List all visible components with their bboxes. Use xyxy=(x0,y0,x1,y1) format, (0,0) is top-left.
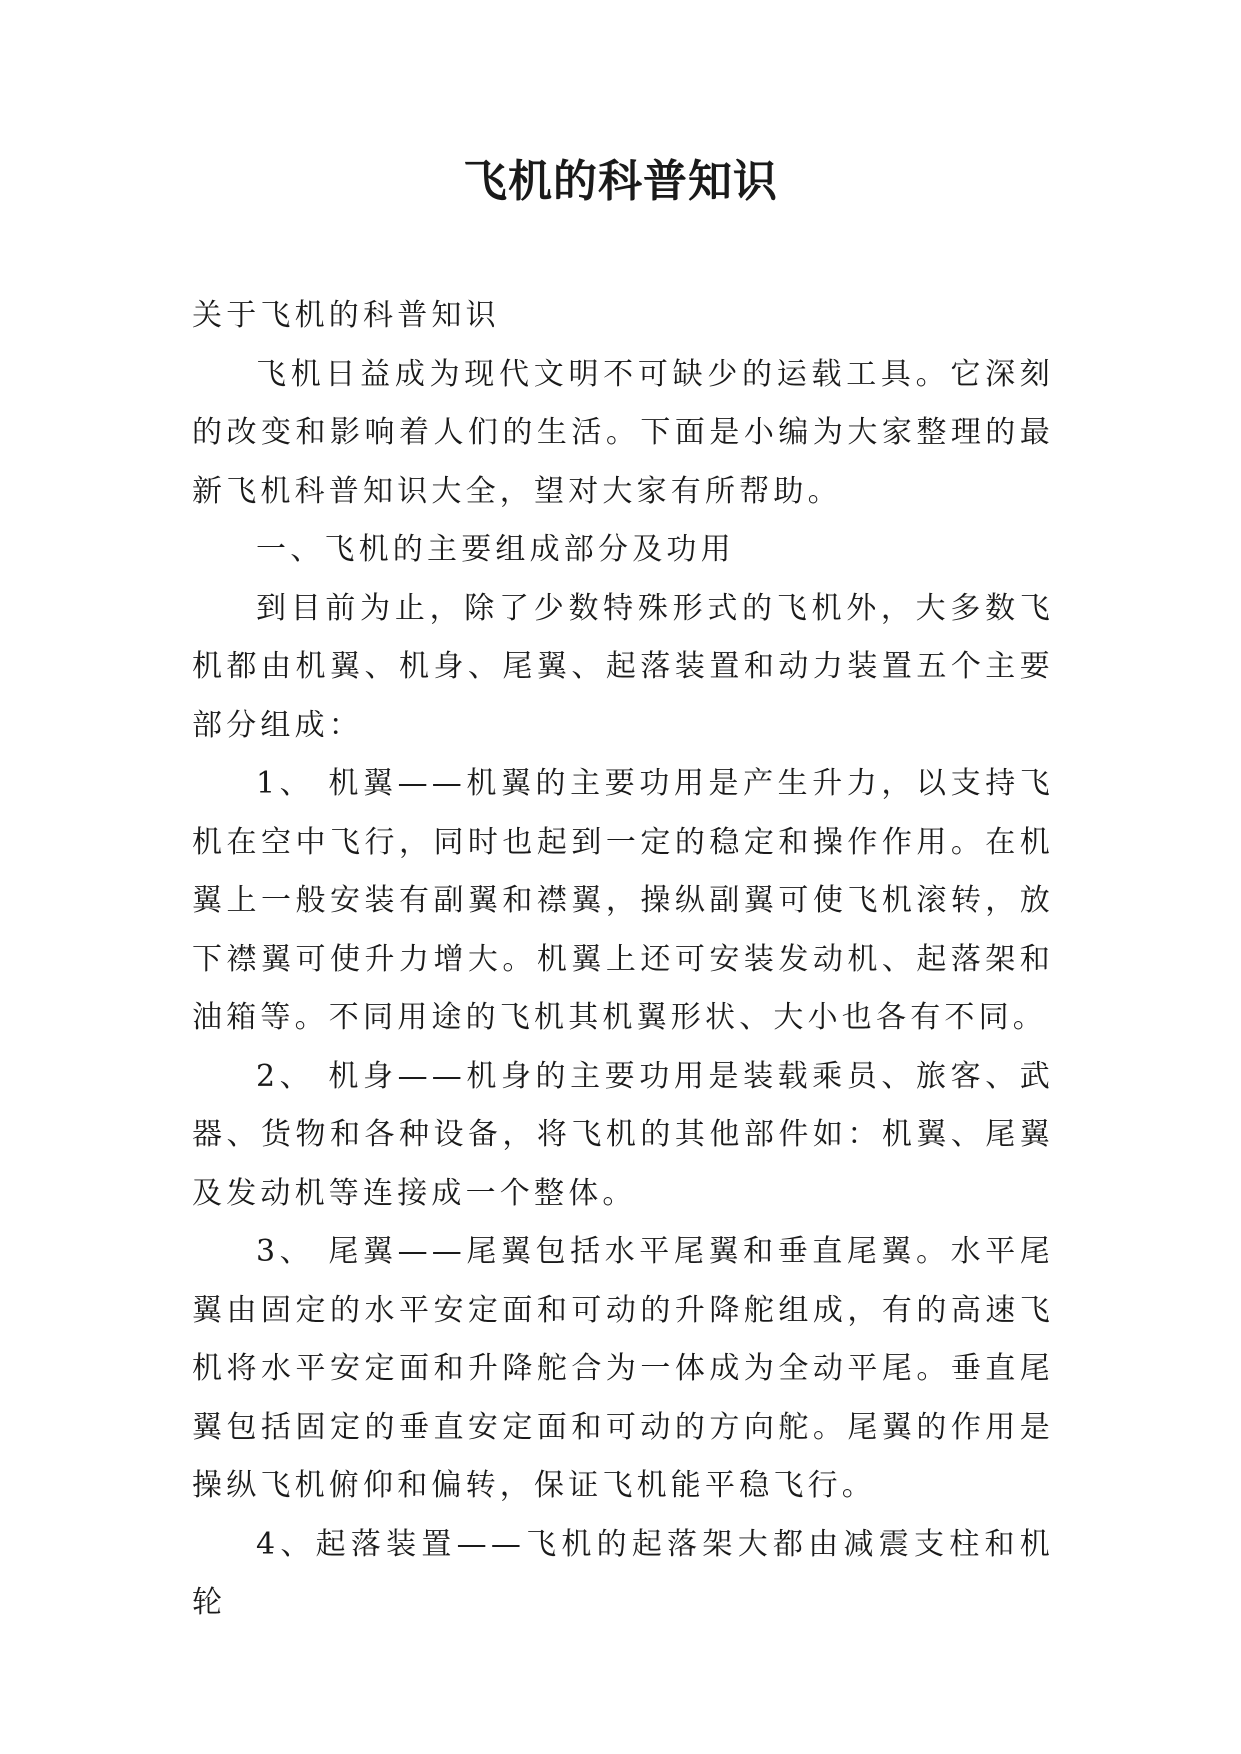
paragraph-tail: 3、 尾翼——尾翼包括水平尾翼和垂直尾翼。水平尾翼由固定的水平安定面和可动的升降舵组成，有的高速飞机将水平安定面和升降舵合为一体成为全动平尾。垂直尾翼包括固定的垂直安定面和可动的方向舵。尾翼的作用是操纵飞机俯仰和偏转，保证飞机能平稳飞行。 xyxy=(192,1234,1054,1503)
paragraph-wing: 1、 机翼——机翼的主要功用是产生升力，以支持飞机在空中飞行，同时也起到一定的稳定和操作作用。在机翼上一般安装有副翼和襟翼，操纵副翼可使飞机滚转，放下襟翼可使升力增大。机翼上还可安装发动机、起落架和油箱等。不同用途的飞机其机翼形状、大小也各有不同。 xyxy=(192,766,1054,1035)
paragraph-intro: 飞机日益成为现代文明不可缺少的运载工具。它深刻的改变和影响着人们的生活。下面是小编为大家整理的最新飞机科普知识大全，望对大家有所帮助。 xyxy=(192,356,1054,509)
paragraph-overview: 到目前为止，除了少数特殊形式的飞机外，大多数飞机都由机翼、机身、尾翼、起落装置和动力装置五个主要部分组成： xyxy=(192,590,1054,743)
document-title: 飞机的科普知识 xyxy=(463,156,778,207)
paragraph-subtitle: 关于飞机的科普知识 xyxy=(192,298,500,333)
document-body xyxy=(192,287,1054,1633)
paragraph-landing-gear: 4、起落装置——飞机的起落架大都由减震支柱和机轮 xyxy=(192,1526,1054,1620)
paragraph-fuselage: 2、 机身——机身的主要功用是装载乘员、旅客、武器、货物和各种设备，将飞机的其他部件如：机翼、尾翼及发动机等连接成一个整体。 xyxy=(192,1058,1054,1211)
section-heading-main-parts: 一、飞机的主要组成部分及功用 xyxy=(256,532,735,567)
